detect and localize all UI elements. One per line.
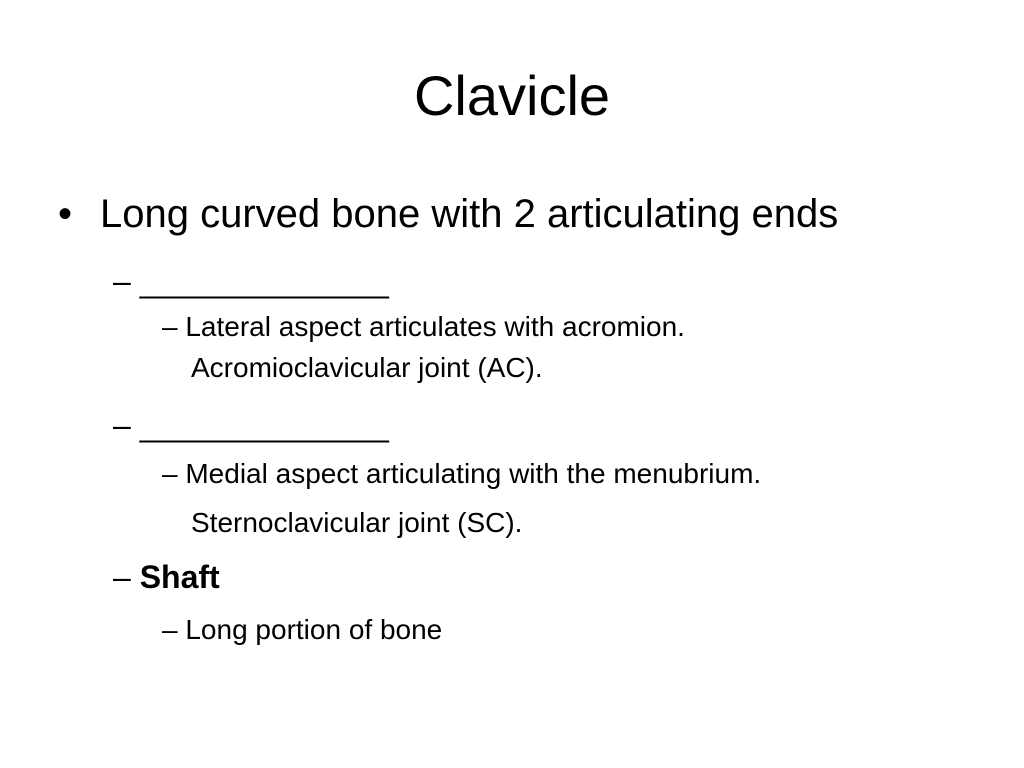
- detail-lateral-line2: Acromioclavicular joint (AC).: [191, 352, 543, 383]
- fill-in-blank: ______________: [139, 263, 389, 299]
- bullet-text: Long curved bone with 2 articulating ends: [100, 192, 839, 236]
- detail-shaft-line1: [162, 613, 442, 647]
- dash-marker: –: [162, 458, 178, 489]
- dash-marker: –: [113, 559, 131, 595]
- sub-bullet-blank-2: [113, 406, 389, 444]
- sub-bullet-blank-1: [113, 262, 389, 300]
- detail-medial-line1: [162, 457, 761, 491]
- detail-medial-line2: Sternoclavicular joint (SC).: [191, 507, 523, 538]
- dash-marker: –: [113, 407, 131, 443]
- dash-marker: –: [162, 614, 178, 645]
- shaft-heading: Shaft: [139, 559, 220, 595]
- detail-text: Lateral aspect articulates with acromion.: [185, 311, 685, 342]
- dash-marker: –: [113, 263, 131, 299]
- bullet-marker: •: [58, 192, 73, 236]
- dash-marker: –: [162, 311, 178, 342]
- detail-text: Medial aspect articulating with the menubrium.: [185, 458, 762, 489]
- fill-in-blank: ______________: [139, 407, 389, 443]
- detail-text: Long portion of bone: [185, 614, 443, 645]
- detail-lateral-line1: [162, 310, 685, 344]
- slide-title: Clavicle: [413, 64, 611, 127]
- sub-bullet-shaft: [113, 558, 220, 596]
- bullet-level1: [58, 190, 838, 238]
